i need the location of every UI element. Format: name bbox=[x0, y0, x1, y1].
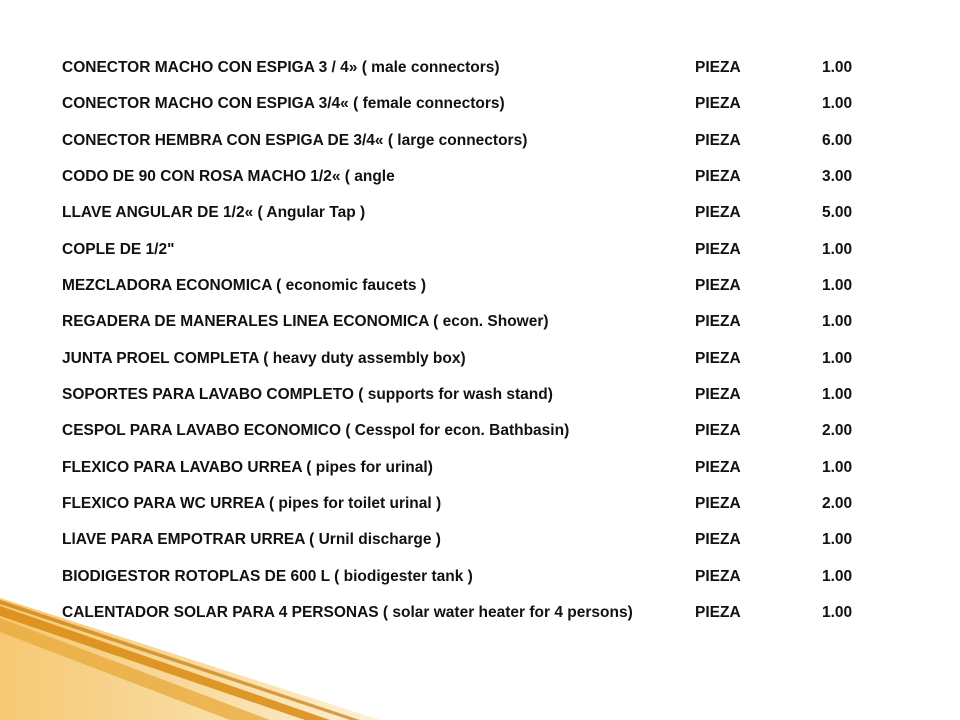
table-row bbox=[62, 413, 882, 449]
item-description: COPLE DE 1/2" bbox=[62, 240, 175, 258]
item-unit: PIEZA bbox=[695, 349, 741, 367]
item-unit: PIEZA bbox=[695, 59, 741, 77]
item-description: FLEXICO PARA LAVABO URREA ( pipes for urinal) bbox=[62, 458, 433, 476]
table-row bbox=[62, 559, 882, 595]
item-quantity: 3.00 bbox=[822, 168, 853, 186]
item-unit: PIEZA bbox=[695, 386, 741, 404]
item-description: BIODIGESTOR ROTOPLAS DE 600 L ( biodigester tank ) bbox=[62, 567, 473, 585]
item-quantity: 1.00 bbox=[822, 349, 853, 367]
item-unit: PIEZA bbox=[695, 604, 741, 622]
item-quantity: 1.00 bbox=[822, 95, 853, 113]
item-unit: PIEZA bbox=[695, 240, 741, 258]
item-quantity: 2.00 bbox=[822, 422, 853, 440]
item-quantity: 1.00 bbox=[822, 458, 853, 476]
item-description: LlAVE PARA EMPOTRAR URREA ( Urnil discharge ) bbox=[62, 531, 441, 549]
item-unit: PIEZA bbox=[695, 531, 741, 549]
item-description: LLAVE ANGULAR DE 1/2« ( Angular Tap ) bbox=[62, 204, 366, 222]
item-description: FLEXICO PARA WC URREA ( pipes for toilet urinal ) bbox=[62, 495, 442, 513]
item-unit: PIEZA bbox=[695, 567, 741, 585]
item-quantity: 1.00 bbox=[822, 277, 853, 295]
item-unit: PIEZA bbox=[695, 495, 741, 513]
table-row bbox=[62, 304, 882, 340]
item-quantity: 1.00 bbox=[822, 240, 853, 258]
table-row bbox=[62, 159, 882, 195]
item-description: CONECTOR MACHO CON ESPIGA 3/4« ( female connectors) bbox=[62, 95, 505, 113]
item-quantity: 6.00 bbox=[822, 131, 853, 149]
item-unit: PIEZA bbox=[695, 95, 741, 113]
item-description: CONECTOR MACHO CON ESPIGA 3 / 4» ( male connectors) bbox=[62, 59, 500, 77]
table-row bbox=[62, 377, 882, 413]
table-row bbox=[62, 123, 882, 159]
item-description: CESPOL PARA LAVABO ECONOMICO ( Cesspol for econ. Bathbasin) bbox=[62, 422, 570, 440]
item-quantity: 2.00 bbox=[822, 495, 853, 513]
table-row bbox=[62, 50, 882, 86]
item-quantity: 1.00 bbox=[822, 313, 853, 331]
table-row bbox=[62, 86, 882, 122]
item-description: CODO DE 90 CON ROSA MACHO 1/2« ( angle bbox=[62, 168, 395, 186]
item-unit: PIEZA bbox=[695, 458, 741, 476]
item-quantity: 5.00 bbox=[822, 204, 853, 222]
item-unit: PIEZA bbox=[695, 313, 741, 331]
item-description: SOPORTES PARA LAVABO COMPLETO ( supports for wash stand) bbox=[62, 386, 553, 404]
item-quantity: 1.00 bbox=[822, 567, 853, 585]
table-row bbox=[62, 595, 882, 631]
table-row bbox=[62, 195, 882, 231]
item-description: MEZCLADORA ECONOMICA ( economic faucets ) bbox=[62, 277, 426, 295]
item-description: CALENTADOR SOLAR PARA 4 PERSONAS ( solar water heater for 4 persons) bbox=[62, 604, 633, 622]
item-quantity: 1.00 bbox=[822, 531, 853, 549]
item-unit: PIEZA bbox=[695, 131, 741, 149]
item-unit: PIEZA bbox=[695, 204, 741, 222]
item-quantity: 1.00 bbox=[822, 59, 853, 77]
item-unit: PIEZA bbox=[695, 168, 741, 186]
table-row bbox=[62, 450, 882, 486]
table-row bbox=[62, 341, 882, 377]
item-quantity: 1.00 bbox=[822, 604, 853, 622]
item-description: CONECTOR HEMBRA CON ESPIGA DE 3/4« ( large connectors) bbox=[62, 131, 528, 149]
materials-table bbox=[62, 50, 882, 631]
item-description: JUNTA PROEL COMPLETA ( heavy duty assembly box) bbox=[62, 349, 466, 367]
table-row bbox=[62, 486, 882, 522]
item-unit: PIEZA bbox=[695, 422, 741, 440]
item-description: REGADERA DE MANERALES LINEA ECONOMICA ( econ. Shower) bbox=[62, 313, 549, 331]
table-row bbox=[62, 522, 882, 558]
table-row bbox=[62, 268, 882, 304]
table-row bbox=[62, 232, 882, 268]
item-unit: PIEZA bbox=[695, 277, 741, 295]
item-quantity: 1.00 bbox=[822, 386, 853, 404]
